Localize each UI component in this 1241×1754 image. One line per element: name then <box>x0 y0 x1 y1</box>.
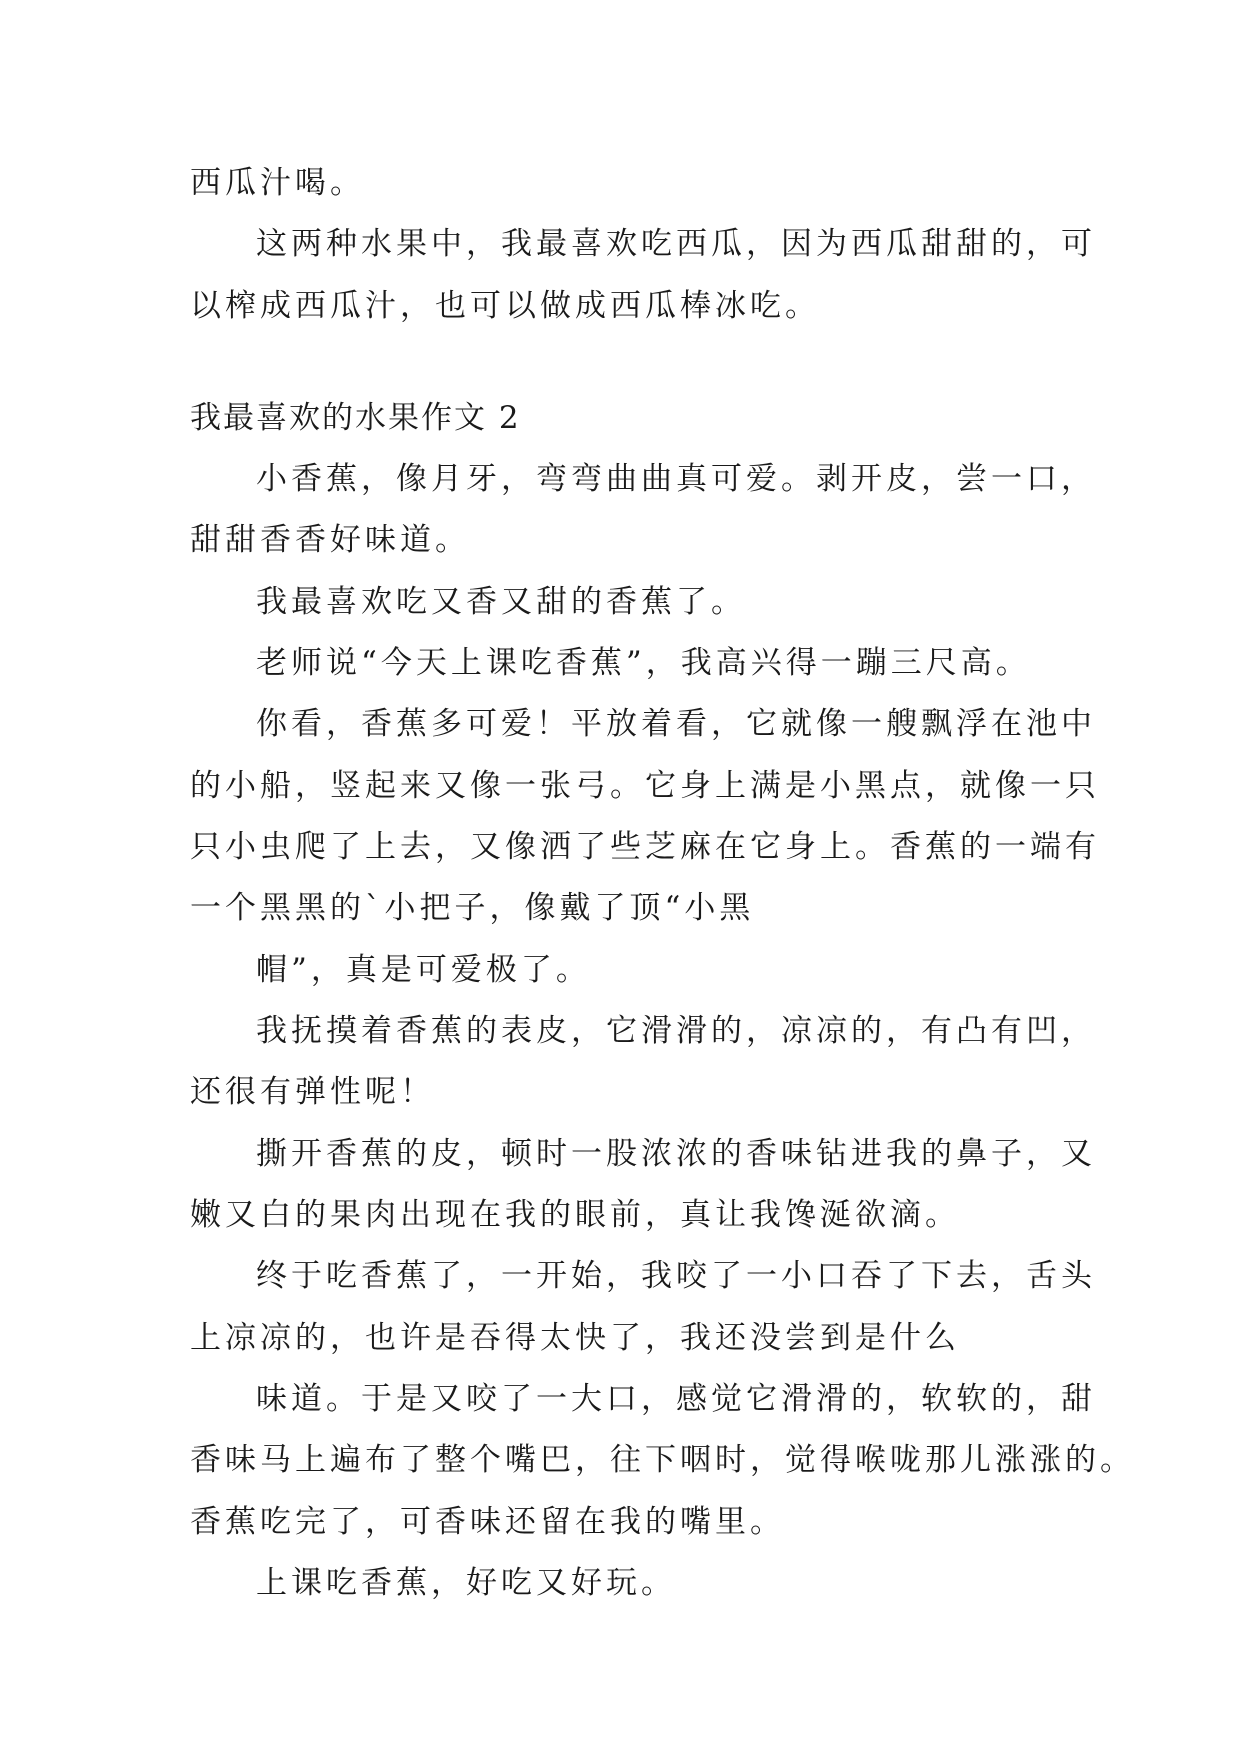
text-line: 帽”，真是可爱极了。 <box>256 952 591 988</box>
text-line: 撕开香蕉的皮，顿时一股浓浓的香味钻进我的鼻子，又 <box>256 1136 1096 1172</box>
text-line: 以榨成西瓜汁，也可以做成西瓜棒冰吃。 <box>190 288 820 324</box>
text-line: 我最喜欢吃又香又甜的香蕉了。 <box>256 584 746 620</box>
text-line: 我抚摸着香蕉的表皮，它滑滑的，凉凉的，有凸有凹， <box>256 1013 1096 1049</box>
text-line: 一个黑黑的`小把子，像戴了顶“小黑 <box>190 890 755 926</box>
text-line: 香蕉吃完了，可香味还留在我的嘴里。 <box>190 1504 785 1540</box>
text-line: 的小船，竖起来又像一张弓。它身上满是小黑点，就像一只 <box>190 768 1100 804</box>
text-line: 小香蕉，像月牙，弯弯曲曲真可爱。剥开皮，尝一口， <box>256 461 1096 497</box>
text-line: 终于吃香蕉了，一开始，我咬了一小口吞了下去，舌头 <box>256 1258 1096 1294</box>
text-line: 西瓜汁喝。 <box>190 165 365 201</box>
text-line: 味道。于是又咬了一大口，感觉它滑滑的，软软的，甜 <box>256 1381 1096 1417</box>
text-line: 香味马上遍布了整个嘴巴，往下咽时，觉得喉咙那儿涨涨的。 <box>190 1442 1135 1478</box>
text-line: 嫩又白的果肉出现在我的眼前，真让我馋涎欲滴。 <box>190 1197 960 1233</box>
text-line: 你看，香蕉多可爱！平放着看，它就像一艘飘浮在池中 <box>256 706 1096 742</box>
text-line: 老师说“今天上课吃香蕉”，我高兴得一蹦三尺高。 <box>256 645 1031 681</box>
text-line: 只小虫爬了上去，又像洒了些芝麻在它身上。香蕉的一端有 <box>190 829 1100 865</box>
text-line: 这两种水果中，我最喜欢吃西瓜，因为西瓜甜甜的，可 <box>256 226 1096 262</box>
text-line: 上课吃香蕉，好吃又好玩。 <box>256 1565 676 1601</box>
section-heading: 我最喜欢的水果作文 2 <box>190 400 521 436</box>
text-line: 还很有弹性呢！ <box>190 1074 435 1110</box>
text-line: 上凉凉的，也许是吞得太快了，我还没尝到是什么 <box>190 1320 960 1356</box>
text-line: 甜甜香香好味道。 <box>190 522 470 558</box>
